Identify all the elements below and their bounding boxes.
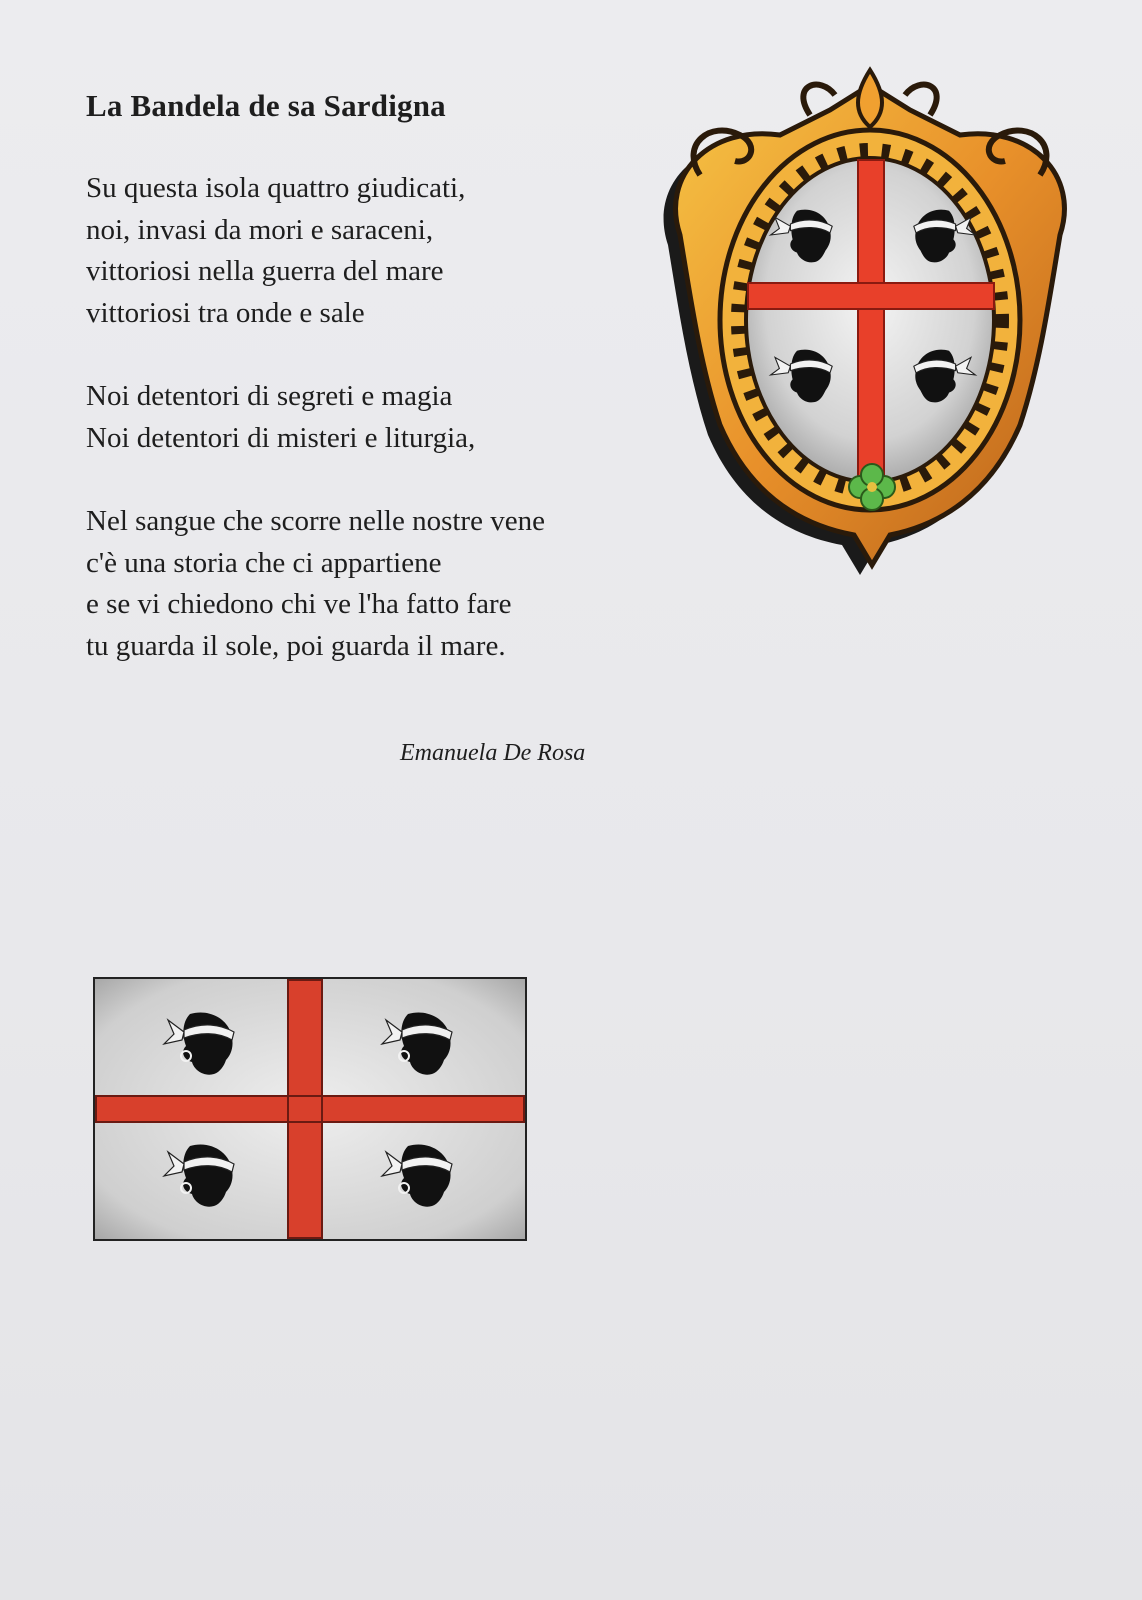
stanza [86, 376, 666, 459]
stanza [86, 501, 666, 667]
coat-of-arms-icon [640, 65, 1100, 580]
poem-line: noi, invasi da mori e saraceni, [86, 213, 434, 246]
poem-line: e se vi chiedono chi ve l'ha fatto fare [86, 588, 512, 620]
poem-author: Emanuela De Rosa [400, 740, 586, 766]
poem-line: Noi detentori di misteri e liturgia, [86, 421, 476, 454]
poem-line: Noi detentori di segreti e magia [86, 380, 453, 412]
poem [86, 88, 666, 709]
poem-line: c'è una storia che ci appartiene [86, 546, 442, 579]
poem-line: vittoriosi tra onde e sale [86, 296, 365, 329]
stanza [86, 168, 666, 334]
poem-title: La Bandela de sa Sardigna [86, 88, 446, 123]
sardinia-flag-icon [92, 976, 528, 1242]
poem-line: tu guarda il sole, poi guarda il mare. [86, 629, 506, 662]
poem-line: Nel sangue che scorre nelle nostre vene [86, 505, 545, 537]
poem-line: Su questa isola quattro giudicati, [86, 172, 466, 204]
poem-line: vittoriosi nella guerra del mare [86, 255, 444, 287]
